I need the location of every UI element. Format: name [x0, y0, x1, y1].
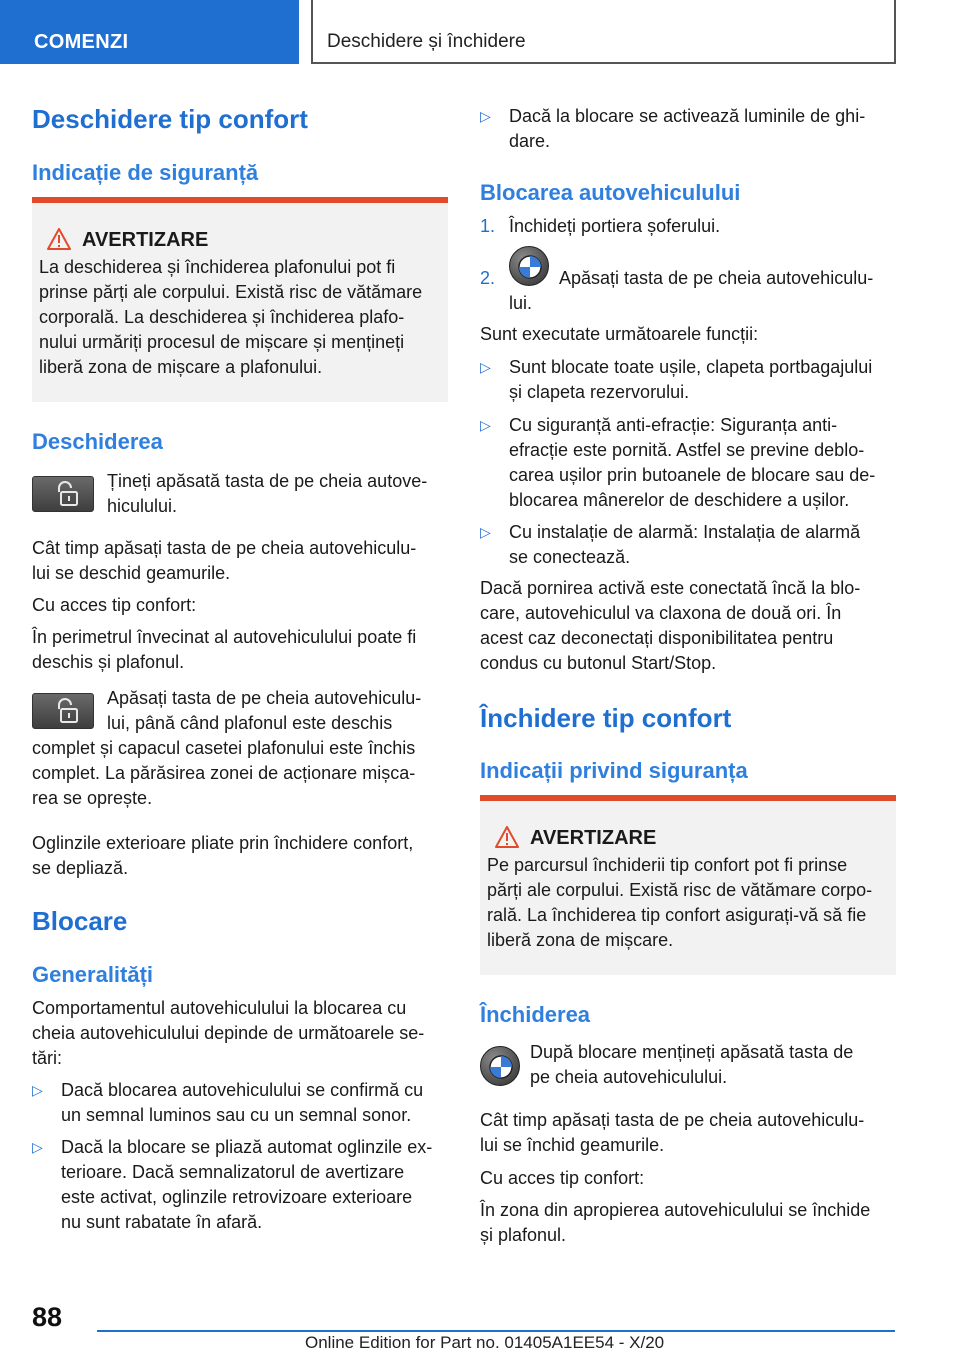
triangle-bullet-icon: ▷	[480, 359, 491, 375]
bmw-key-icon	[480, 1046, 520, 1086]
warning-text: La deschiderea și închiderea plafonului pot fi prinse părți ale corpului. Există risc de vătămare corporală. La deschiderea și închiderea plafo- nului urmăriți procesul de mișcare și mențineți liberă zona de mișcare a plafonului.	[39, 257, 423, 377]
warning-title: AVERTIZARE	[39, 225, 440, 255]
chapter-label: COMENZI	[34, 31, 129, 53]
warning-triangle-icon	[47, 228, 71, 250]
paragraph-acces-confort-2: Cu acces tip confort:	[480, 1168, 645, 1188]
step-2: 2. Apăsați tasta de pe cheia autovehiculu- lui.	[480, 268, 874, 313]
list-item: ▷ Cu instalație de alarmă: Instalația de alarmă se conectează.	[480, 522, 861, 567]
paragraph-oglinzi: Oglinzile exterioare pliate prin închidere confort, se depliază.	[32, 833, 414, 878]
warning-text: Pe parcursul închiderii tip confort pot fi prinse părți ale corpului. Există risc de vătămare corpo- rală. La închiderea tip confort asigurați-vă să fie liberă zona de mișcare.	[487, 855, 873, 950]
inchiderea-step1: După blocare mențineți apăsată tasta de pe cheia autovehiculului.	[530, 1042, 854, 1087]
triangle-bullet-icon: ▷	[32, 1139, 43, 1155]
heading-indicatii-siguranta: Indicații privind siguranța	[480, 758, 748, 783]
heading-deschidere-confort: Deschidere tip confort	[32, 104, 308, 134]
paragraph-geamuri-inchid: Cât timp apăsați tasta de pe cheia autovehiculu- lui se închid geamurile.	[480, 1110, 865, 1155]
paragraph-pornire-activa: Dacă pornirea activă este conectată încă la blo- care, autovehiculul va claxona de două ori. În acest caz deconectați disponibilitatea pentru condus cu butonul Start/Stop.	[480, 578, 861, 673]
triangle-bullet-icon: ▷	[480, 108, 491, 124]
deschiderea-step2-b: complet și capacul casetei plafonului este închis complet. La părăsirea zonei de acționare mișca- rea se oprește.	[32, 738, 416, 808]
heading-inchiderea: Închiderea	[480, 1002, 591, 1027]
triangle-bullet-icon: ▷	[32, 1082, 43, 1098]
warning-box	[480, 795, 896, 975]
list-item: ▷ Sunt blocate toate ușile, clapeta portbagajului și clapeta rezervorului.	[480, 357, 873, 402]
heading-indicatie-siguranta: Indicație de siguranță	[32, 160, 259, 185]
paragraph-acces-confort: Cu acces tip confort:	[32, 595, 197, 615]
paragraph-perimetru: În perimetrul învecinat al autovehiculului poate fi deschis și plafonul.	[32, 627, 417, 672]
unlock-button-icon	[32, 476, 94, 512]
footer-divider	[97, 1330, 895, 1332]
page-number: 88	[32, 1302, 63, 1332]
chapter-tab	[0, 0, 299, 64]
list-item: ▷ Cu siguranță anti-efracție: Siguranța anti- efracție este pornită. Astfel se previne deblo- carea ușilor prin butoanele de blocare sau de- blocarea mânerelor de deschidere a ușilor.	[480, 415, 876, 510]
edition-text: Online Edition for Part no. 01405A1EE54 - X/20	[305, 1333, 665, 1352]
warning-triangle-icon	[495, 826, 519, 848]
deschiderea-step2-a: Apăsați tasta de pe cheia autovehiculu- lui, până când plafonul este deschis	[107, 688, 422, 733]
section-tab	[311, 0, 896, 64]
heading-blocarea-autovehiculului: Blocarea autovehiculului	[480, 180, 741, 205]
warning-title: AVERTIZARE	[487, 823, 888, 853]
section-label: Deschidere și închidere	[327, 31, 526, 52]
deschiderea-step1: Țineți apăsată tasta de pe cheia autove- hiculului.	[107, 471, 428, 516]
paragraph-functii: Sunt executate următoarele funcții:	[480, 324, 759, 344]
step-1: 1. Închideți portiera șoferului.	[480, 216, 721, 236]
list-item: ▷ Dacă la blocare se pliază automat oglinzile ex- terioare. Dacă semnalizatorul de avertizare este activat, oglinzile retrovizoare exterioare nu sunt rabatate în afară.	[32, 1137, 433, 1232]
paragraph-generalitati: Comportamentul autovehiculului la blocarea cu cheia autovehiculului depinde de următoarele se- tări:	[32, 998, 425, 1068]
paragraph-zona-apropiere: În zona din apropierea autovehiculului se închide și plafonul.	[480, 1200, 871, 1245]
warning-box	[32, 197, 448, 402]
heading-inchidere-confort: Închidere tip confort	[480, 703, 732, 733]
triangle-bullet-icon: ▷	[480, 524, 491, 540]
paragraph-geamuri: Cât timp apăsați tasta de pe cheia autovehiculu- lui se deschid geamurile.	[32, 538, 417, 583]
unlock-button-icon	[32, 693, 94, 729]
triangle-bullet-icon: ▷	[480, 417, 491, 433]
list-item: ▷ Dacă la blocare se activează luminile de ghi- dare.	[480, 106, 866, 151]
heading-deschiderea: Deschiderea	[32, 429, 163, 454]
list-item: ▷ Dacă blocarea autovehiculului se confirmă cu un semnal luminos sau cu un semnal sonor.	[32, 1080, 424, 1125]
heading-generalitati: Generalități	[32, 962, 154, 987]
heading-blocare: Blocare	[32, 906, 128, 936]
